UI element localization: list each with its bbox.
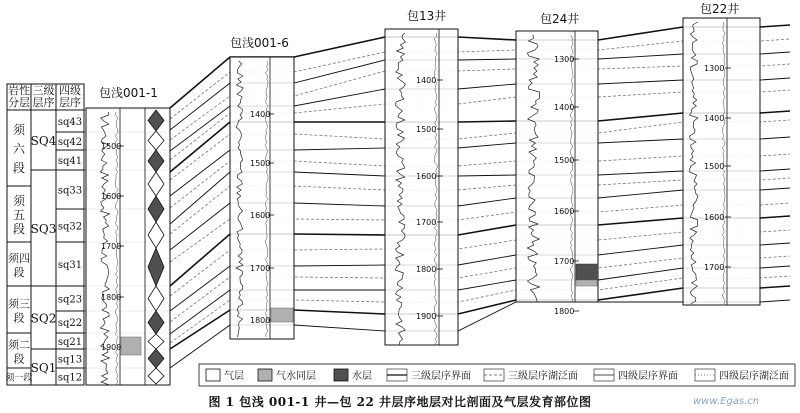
depth-label: 1700	[416, 218, 437, 227]
legend-water-label: 水层	[352, 371, 372, 382]
figure-caption: 图 1 包浅 001-1 井—包 22 井层序地层对比剖面及气层发育部位图	[208, 395, 592, 409]
formation-label: 段	[12, 222, 26, 236]
depth-label: 1600	[416, 172, 437, 181]
well-2	[230, 35, 294, 339]
depth-label: 1400	[416, 76, 437, 85]
sq3-label: SQ2	[30, 311, 57, 326]
depth-label: 1900	[101, 343, 122, 352]
depth-label: 1600	[250, 211, 271, 220]
sq4-label: sq42	[57, 137, 83, 148]
depth-label: 1700	[101, 242, 122, 251]
depth-label: 1600	[554, 207, 575, 216]
sq3-label: SQ3	[30, 222, 57, 236]
column-header-text: 层序	[32, 96, 55, 109]
depth-label: 1500	[416, 125, 437, 134]
formation-label: 段	[12, 161, 26, 175]
formation-label: 须四	[8, 252, 30, 265]
column-header-text: 分层	[8, 96, 30, 109]
formation-label: 段	[13, 266, 25, 279]
formation-label: 段	[13, 311, 25, 325]
well-name: 包浅001-6	[230, 36, 289, 50]
depth-label: 1600	[101, 192, 122, 201]
depth-label: 1400	[704, 114, 725, 123]
formation-label: 须二	[8, 338, 30, 352]
column-header-text: 岩性	[8, 84, 30, 97]
sq3-label: SQ1	[30, 361, 57, 375]
depth-label: 1800	[250, 316, 271, 325]
sq4-label: sq32	[57, 221, 83, 233]
depth-label: 1800	[101, 293, 122, 302]
formation-label: 须	[12, 123, 26, 137]
well-5	[683, 1, 760, 305]
legend-fourth-flood-label: 四级层序湖泛面	[719, 371, 789, 382]
column-header-text: 四级	[59, 84, 81, 97]
legend-water-swatch	[334, 369, 348, 381]
formation-label: 须	[12, 194, 26, 208]
depth-label: 1800	[416, 265, 437, 274]
sq4-label: sq21	[57, 337, 83, 348]
depth-label: 1500	[704, 162, 725, 171]
sq4-label: sq13	[57, 354, 83, 366]
well-3	[385, 8, 458, 345]
stratigraphic-column	[5, 83, 84, 385]
water-zone	[576, 264, 597, 280]
sq4-label: sq31	[57, 260, 83, 271]
depth-label: 1700	[250, 264, 271, 273]
formation-label: 六	[12, 142, 26, 156]
formation-label: 段	[13, 352, 25, 366]
watermark: www.Egas.cn	[693, 396, 760, 407]
well-name: 包浅001-1	[99, 86, 158, 100]
depth-label: 1500	[554, 156, 575, 165]
depth-label: 1700	[704, 263, 725, 272]
well-logs	[86, 1, 760, 385]
depth-label: 1500	[250, 159, 271, 168]
legend-fourth-boundary-label: 四级层序界面	[618, 371, 678, 382]
legend-gas-water-label: 气水同层	[276, 371, 316, 382]
legend-third-boundary-label: 三级层序界面	[411, 371, 471, 382]
sq4-label: sq33	[57, 185, 83, 197]
legend-gas-swatch	[206, 369, 220, 381]
gas-water-zone	[121, 337, 141, 355]
sq4-label: sq43	[57, 117, 83, 128]
gas-water-zone	[271, 308, 293, 322]
depth-label: 1400	[250, 110, 271, 119]
depth-label: 1300	[554, 55, 575, 64]
well-name: 包13井	[407, 9, 447, 23]
sq3-label: SQ4	[30, 134, 57, 148]
depth-label: 1600	[704, 213, 725, 222]
column-header-text: 三级	[32, 84, 55, 97]
column-header-text: 层序	[59, 96, 81, 109]
formation-label: 须一段	[5, 373, 33, 384]
formation-label: 须三	[8, 297, 30, 311]
depth-label: 1300	[704, 64, 725, 73]
legend-gas-label: 气层	[224, 371, 244, 382]
well-name: 包22井	[700, 2, 740, 16]
sq4-label: sq22	[57, 318, 83, 329]
legend-third-flood-label: 三级层序湖泛面	[508, 371, 578, 382]
sq4-label: sq41	[57, 156, 83, 167]
formation-label: 五	[12, 208, 26, 222]
depth-label: 1400	[554, 103, 575, 112]
legend-gas-water-swatch	[258, 369, 272, 381]
well-name: 包24井	[540, 12, 580, 26]
depth-label: 1700	[554, 257, 575, 266]
sq4-label: sq23	[57, 294, 83, 306]
depth-label: 1900	[416, 312, 437, 321]
legend	[199, 364, 795, 386]
depth-label: 1500	[101, 142, 122, 151]
gas-water-zone	[576, 280, 597, 286]
sq4-label: sq12	[57, 372, 83, 384]
depth-label: 1800	[554, 307, 575, 316]
